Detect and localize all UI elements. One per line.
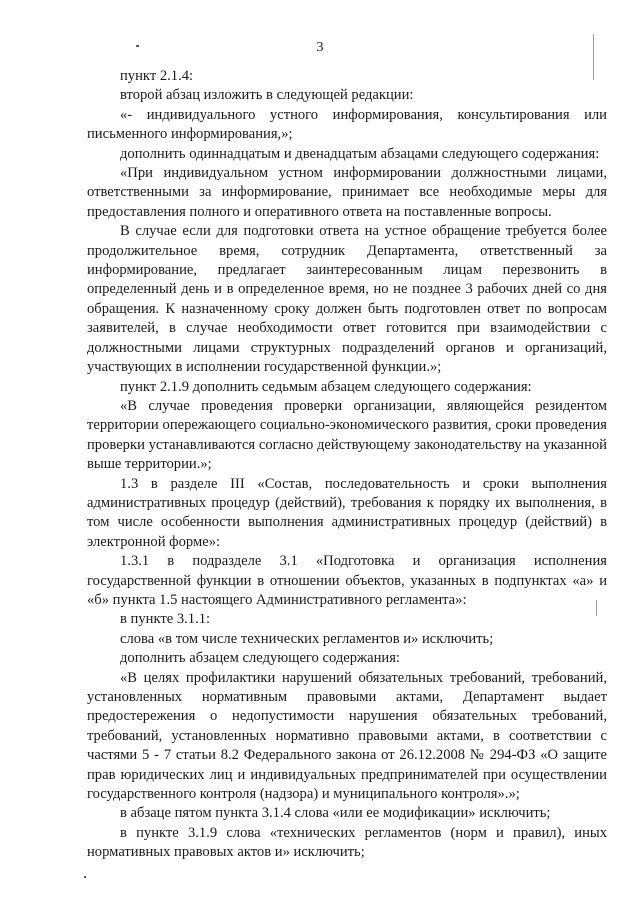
paragraph: В случае если для подготовки ответа на устное обращение требуется более продолжительное время, сотрудник Департамента, ответственный за информирование, предлагает заинтересованным лицам перезвонить в определенный день и в определенное время, но не позднее 3 рабочих дней со дня обращения. К назначенному сроку должен быть подготовлен ответ по вопросам заявителей, в случае необходимости ответ готовится при взаимодействии с должностными лицами структурных подразделений органов и организаций, участвующих в исполнении государственной функции.»; [87,223,607,376]
paragraph: пункт 2.1.4: [120,68,194,84]
page-number: 3 [316,40,324,55]
paragraph: «- индивидуального устного информирования, консультирования или письменного информирования,»; [87,106,607,143]
paragraph: дополнить одиннадцатым и двенадцатым абзацами следующего содержания: [120,145,600,162]
paragraph: 1.3.1 в подразделе 3.1 «Подготовка и организация исполнения государственной функции в отношении объектов, указанных в подпунктах «а» и «б» пункта 1.5 настоящего Административного регламента»: [87,553,607,608]
paragraph: «В случае проведения проверки организации, являющейся резидентом территории опережающего социально-экономического развития, сроки проведения проверки устанавливаются согласно действующему законодательству на указанной выше территории.»; [87,397,607,473]
paragraph: слова «в том числе технических регламентов и» исключить; [120,630,494,647]
paragraph: в пункте 3.1.9 слова «технических регламентов (норм и правил), иных нормативных правовых актов и» исключить; [87,824,607,861]
paragraph: в абзаце пятом пункта 3.1.4 слова «или ее модификации» исключить; [120,805,551,822]
document-body [87,67,607,863]
paragraph: пункт 2.1.9 дополнить седьмым абзацем следующего содержания: [120,378,532,395]
paragraph: второй абзац изложить в следующей редакции: [120,87,414,104]
paragraph: 1.3 в разделе III «Состав, последовательность и сроки выполнения административных процедур (действий), требования к порядку их выполнения, в том числе особенности выполнения административных процедур (действий) в электронной форме»: [87,475,607,550]
paragraph: «При индивидуальном устном информировании должностными лицами, ответственными за информирование, принимает все необходимые меры для предоставления полного и оперативного ответа на поставленные вопросы. [87,165,607,220]
scan-speck [84,876,86,878]
paragraph: «В целях профилактики нарушений обязательных требований, требований, установленных нормативным правовыми актами, Департамент выдает предостережения о недопустимости нарушения обязательных требований, требований, установленных нормативно правовыми актами, в соответствии с частями 5 - 7 статьи 8.2 Федерального закона от 26.12.2008 № 294-ФЗ «О защите прав юридических лиц и индивидуальных предпринимателей при осуществлении государственного контроля (надзора) и муниципального контроля».»; [87,669,607,803]
paragraph: дополнить абзацем следующего содержания: [120,650,400,667]
paragraph: в пункте 3.1.1: [120,611,211,628]
